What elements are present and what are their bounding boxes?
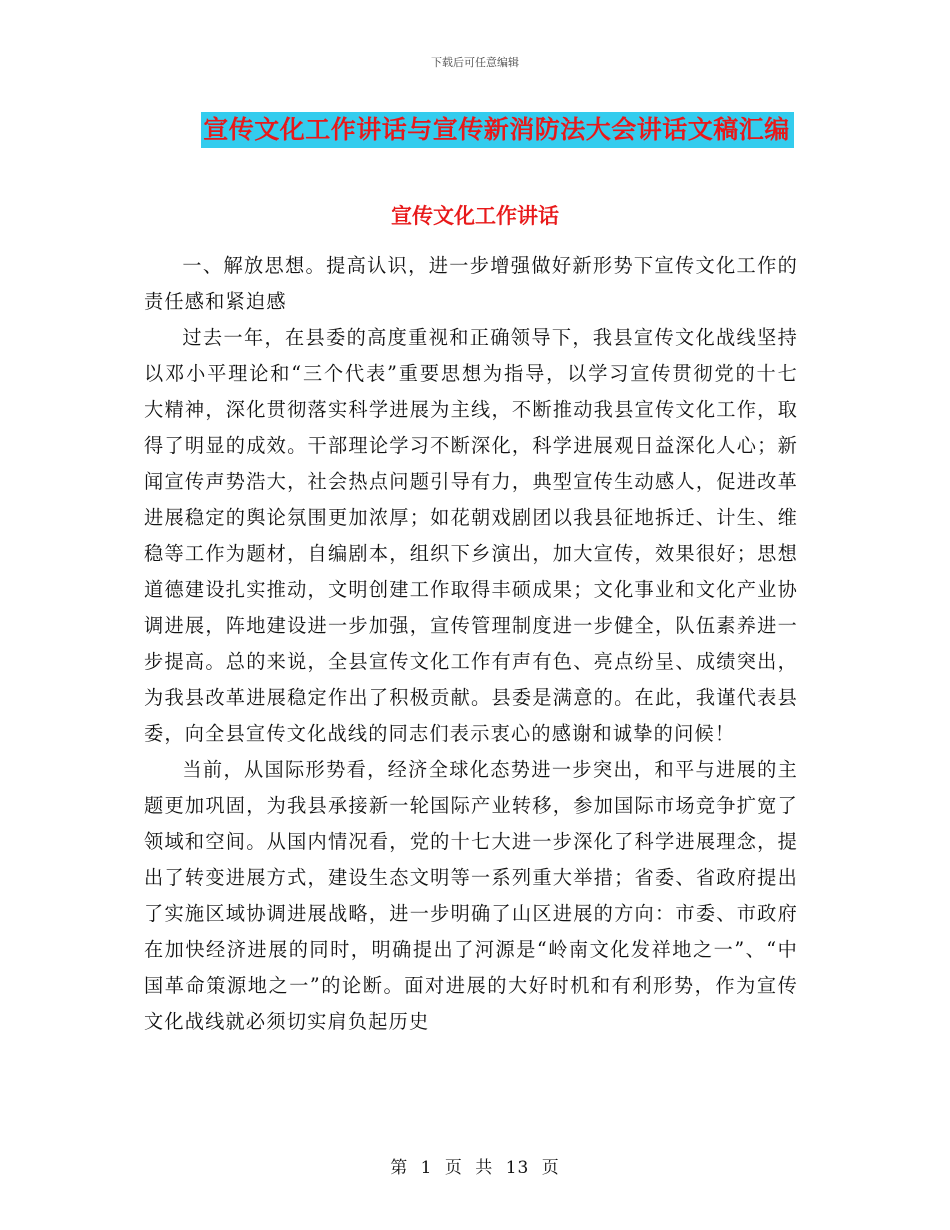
footer-page-unit: 页 [444,1158,463,1178]
main-title: 宣传文化工作讲话与宣传新消防法大会讲话文稿汇编 [201,112,794,148]
section-title: 宣传文化工作讲话 [391,203,559,228]
paragraph: 过去一年，在县委的高度重视和正确领导下，我县宣传文化战线坚持以邓小平理论和“三个代表”重要思想为指导，以学习宣传贯彻党的十七大精神，深化贯彻落实科学进展为主线，不断推动我县宣传文化工作，取得了明显的成效。干部理论学习不断深化，科学进展观日益深化人心；新闻宣传声势浩大，社会热点问题引导有力，典型宣传生动感人，促进改革进展稳定的舆论氛围更加浓厚；如花朝戏剧团以我县征地拆迁、计生、维稳等工作为题材，自编剧本，组织下乡演出，加大宣传，效果很好；思想道德建设扎实推动，文明创建工作取得丰硕成果；文化事业和文化产业协调进展，阵地建设进一步加强，宣传管理制度进一步健全，队伍素养进一步提高。总的来说，全县宣传文化工作有声有色、亮点纷呈、成绩突出，为我县改革进展稳定作出了积极贡献。县委是满意的。在此，我谨代表县委，向全县宣传文化战线的同志们表示衷心的感谢和诚挚的问候！ [144,326,798,745]
footer-page-total: 13 [505,1158,530,1178]
body-text [144,248,798,1040]
header-note: 下载后可任意编辑 [431,56,519,69]
page-footer [0,1153,950,1178]
paragraph: 当前，从国际形势看，经济全球化态势进一步突出，和平与进展的主题更加巩固，为我县承接新一轮国际产业转移，参加国际市场竞争扩宽了领域和空间。从国内情况看，党的十七大进一步深化了科学进展理念，提出了转变进展方式，建设生态文明等一系列重大举措；省委、省政府提出了实施区域协调进展战略，进一步明确了山区进展的方向：市委、市政府在加快经济进展的同时，明确提出了河源是“岭南文化发祥地之一”、“中国革命策源地之一”的论断。面对进展的大好时机和有利形势，作为宣传文化战线就必须切实肩负起历史 [144,758,798,1033]
paragraph: 一、解放思想。提高认识，进一步增强做好新形势下宣传文化工作的责任感和紧迫感 [144,254,798,313]
footer-page-current: 1 [420,1158,433,1178]
footer-page-prefix: 第 [390,1158,409,1178]
footer-total-prefix: 共 [475,1158,494,1178]
footer-total-unit: 页 [541,1158,560,1178]
main-title-container [0,112,950,148]
